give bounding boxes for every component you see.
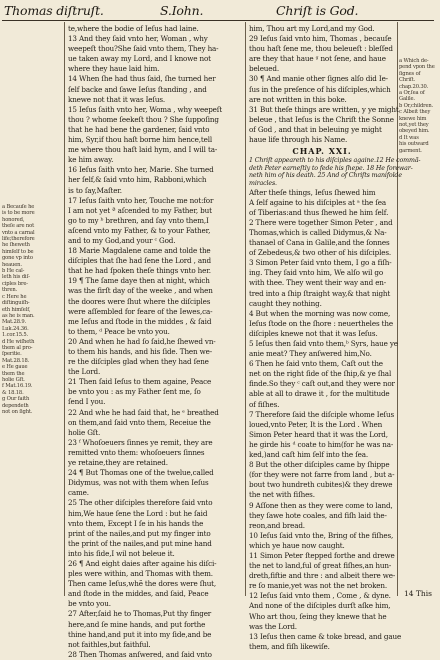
verse-line: 18 Marie Magdalene came and tolde the bbox=[68, 246, 211, 256]
left-margin-rule bbox=[64, 22, 65, 596]
margin-note-line: c Albeit they bbox=[399, 109, 431, 116]
verse-line: ples were within, and Thomas with them. bbox=[68, 569, 213, 579]
verse-line: 8 But the other diſciples came by ſhippe bbox=[249, 460, 390, 470]
margin-note-line: life;therefore bbox=[2, 236, 35, 243]
margin-note-line: & 18.18. bbox=[2, 389, 24, 396]
margin-note-line: them the bbox=[2, 370, 25, 377]
header-left: Thomas diſtruſt. bbox=[4, 3, 104, 18]
verse-line: 25 The other diſciples therefore ſaid vnto bbox=[68, 498, 213, 508]
margin-note-line: heauen. bbox=[2, 261, 22, 268]
verse-line: caught they nothing. bbox=[249, 298, 322, 308]
verse-line: 20 And when he had ſo ſaid,he ſhewed vn- bbox=[68, 336, 216, 346]
verse-line: 30 ¶ And manie other ſignes alſo did Ie- bbox=[249, 74, 388, 84]
margin-note-line: them al pro- bbox=[2, 344, 33, 351]
verse-line: dreth,fiftie and thre : and albeit there we- bbox=[249, 571, 396, 581]
verse-line: was the firſt day of the weeke , and when bbox=[68, 286, 213, 296]
verse-line: him, Thou art my Lord,and my God. bbox=[249, 24, 375, 33]
verse-line: of fiſhes. bbox=[249, 399, 280, 409]
right-column-top-verses bbox=[249, 24, 399, 145]
verse-line: diſciples knewe not that it was Ieſus. bbox=[249, 328, 378, 338]
verse-line: 15 Ieſus ſaith vnto her, Woma , why weepeſt bbox=[68, 104, 223, 114]
verse-line: thanael of Cana in Galile,and the ſonnes bbox=[249, 238, 390, 248]
verse-line: thou haſt ſene me, thou beleueſt : bleſſed bbox=[249, 44, 393, 54]
verse-line: of God , and that in beleuing ye might bbox=[249, 124, 382, 134]
margin-note-line: himſelf to be bbox=[2, 248, 34, 255]
verse-line: print of the nailes,and put my finger into bbox=[68, 528, 211, 538]
verse-line: which ye haue now caught. bbox=[249, 540, 345, 550]
header-right: Chriſt is God. bbox=[276, 3, 359, 18]
margin-note-line: Chriſt. bbox=[399, 77, 416, 84]
verse-line: thou ? whome ſeekeſt thou ? She ſuppoſing bbox=[68, 114, 219, 124]
verse-line: Didymus, was not with them when Ieſus bbox=[68, 478, 209, 488]
verse-line: vnto them, Except I ſe in his hands the bbox=[68, 518, 204, 528]
verse-line: re the diſciples glad when they had ſene bbox=[68, 357, 209, 367]
verse-line: with thee. They went their way and en- bbox=[249, 278, 387, 288]
margin-note-line: a Or,ſea of bbox=[399, 90, 425, 97]
verse-line: is to ſay,Maſter. bbox=[68, 185, 122, 195]
verse-line: ked,)and caſt him ſelf into the ſea. bbox=[249, 450, 368, 460]
margin-note-line: thren. bbox=[2, 287, 18, 294]
verse-line: me where thou haſt laid hym, and I will ta- bbox=[68, 145, 218, 155]
verse-line: were aſſembled for feare of the Iewes,ca- bbox=[68, 306, 213, 316]
margin-note-line: Luk.24.36. bbox=[2, 325, 29, 332]
verse-line: was the Lord. bbox=[249, 621, 297, 631]
verse-line: 26 ¶ And eight daies after againe his diſci- bbox=[68, 558, 217, 568]
verse-line: Then came Ieſus,whẽ the dores were ſhut, bbox=[68, 579, 217, 589]
margin-note-line: d It was bbox=[399, 134, 419, 141]
verse-line: 28 Then Thomas anſwered, and ſaid vnto bbox=[68, 649, 212, 659]
margin-note-line: a Becauſe he bbox=[2, 204, 35, 210]
verse-line: 12 Ieſus ſaid vnto them , Come , & dyne. bbox=[249, 591, 391, 601]
verse-line: came. bbox=[68, 488, 89, 498]
margin-note-line: holie Gſt. bbox=[2, 376, 25, 383]
verse-line: them, and fiſh likewiſe. bbox=[249, 641, 330, 651]
chapter-heading: CHAP. XXI. bbox=[292, 146, 352, 157]
verse-line: 13 And they ſaid vnto her, Woman , why bbox=[68, 34, 208, 44]
verse-line: that he had ſpoken theſe things vnto her. bbox=[68, 266, 211, 276]
verse-line: 13 Ieſus then came & toke bread, and gaue bbox=[249, 631, 402, 641]
margin-note-line: f Mat.16.19. bbox=[2, 383, 33, 390]
verse-line: 16 Ieſus ſaith vnto her, Marie. She turned bbox=[68, 165, 214, 175]
verse-line: beleue , that Ieſus is the Chriſt the Sonne bbox=[249, 114, 394, 124]
verse-line: Thomas,which is called Didymus,& Na- bbox=[249, 227, 387, 237]
verse-line: of Tiberias:and thus ſhewed he him ſelf. bbox=[249, 207, 389, 217]
verse-line: And none of the diſciples durſt aſke him, bbox=[249, 601, 391, 611]
margin-note-line: not,yet they bbox=[399, 122, 429, 129]
verse-line: 4 But when the morning was now come, bbox=[249, 308, 391, 318]
margin-note-line: b He cal- bbox=[2, 268, 25, 275]
verse-line: holie Gſt. bbox=[68, 427, 101, 437]
verse-line: anie meat? They anſwered him,No. bbox=[249, 349, 372, 359]
verse-line: not faithles,but faithful. bbox=[68, 639, 151, 649]
margin-note-line: is to be more bbox=[2, 210, 35, 217]
verse-line: me Ieſus and ſtode in the middes , & ſaid bbox=[68, 316, 212, 326]
verse-line: where they haue laid him. bbox=[68, 64, 160, 74]
verse-line: ing. They ſaid vnto him, We alſo wil go bbox=[249, 268, 384, 278]
verse-line: 11 Simon Peter ſtepped forthe and drewe bbox=[249, 550, 395, 560]
verse-line: 22 And whe he had ſaid that, he ᵉ breathed bbox=[68, 407, 219, 417]
verse-line: him, Syr,if thou haſt borne him hence,tell bbox=[68, 135, 213, 145]
summary-line: deth Peter earneſtly to fede his ſhepe. 18 He forewar- bbox=[249, 164, 413, 172]
verse-line: net on the right ſide of the ſhip,& ye ſhal bbox=[249, 369, 392, 379]
summary-line: neth him of his death. 25 And of Chriſts manifolde bbox=[249, 172, 402, 180]
verse-line: remitted vnto them: whoſoeuers ſinnes bbox=[68, 447, 205, 457]
margin-note-line: c Here he bbox=[2, 293, 27, 300]
verse-line: 19 ¶ The ſame daye then at night, which bbox=[68, 276, 210, 286]
verse-line: diſciples that ſhe had ſene the Lord , and bbox=[68, 256, 211, 266]
margin-note-line: g Our faith bbox=[2, 396, 30, 403]
verse-line: (for they were not farre from land , but a- bbox=[249, 470, 395, 480]
margin-note-line: e He gaue bbox=[2, 364, 28, 371]
margin-note-line: theſe are not bbox=[2, 223, 35, 230]
verse-line: 31 But theſe things are written, y ye might bbox=[249, 104, 399, 114]
verse-line: 24 ¶ But Thomas one of the twelue,called bbox=[68, 468, 214, 478]
verse-line: and to my God,and your ᶜ God. bbox=[68, 235, 176, 245]
margin-note-line: garment. bbox=[399, 147, 422, 154]
verse-line: tred into a ſhip ſtraight way,& that night bbox=[249, 288, 391, 298]
verse-line: re ſo manie,yet was not the net broken. bbox=[249, 581, 387, 591]
verse-line: the Lord. bbox=[68, 367, 101, 377]
catchword: 14 This bbox=[403, 589, 432, 598]
verse-line: on them,and ſaid vnto them, Receiue the bbox=[68, 417, 211, 427]
margin-note-line: eth himſelf, bbox=[2, 306, 31, 313]
summary-line: miracles. bbox=[249, 180, 277, 187]
verse-line: are they that haue ᵍ not ſene, and haue bbox=[249, 54, 386, 64]
verse-line: 27 After,ſaid he to Thomas,Put thy finger bbox=[68, 609, 212, 619]
verse-line: 17 Ieſus ſaith vnto her, Touche me not:for bbox=[68, 195, 214, 205]
verse-line: weepeſt thou?She ſaid vnto them, They ha- bbox=[68, 44, 219, 54]
margin-note-line: dependeth bbox=[2, 402, 29, 409]
margin-note-line: leth his diſ- bbox=[2, 274, 30, 281]
margin-note-line: a Which de- bbox=[399, 58, 429, 64]
margin-note-line: his outward bbox=[399, 141, 429, 148]
verse-line: and ſtode in the middes, and ſaid, Peace bbox=[68, 589, 209, 599]
verse-line: to them his hands, and his ſide. Then we- bbox=[68, 347, 213, 356]
verse-line: finde.So they ᶜ caſt out,and they were nor bbox=[249, 379, 395, 389]
margin-note-line: ciples bre- bbox=[2, 280, 28, 287]
verse-line: to them, ᵈ Peace be vnto you. bbox=[68, 326, 170, 336]
verse-line: him,We haue ſene the Lord : but he ſaid bbox=[68, 508, 208, 518]
margin-note-line: not on ſight. bbox=[2, 409, 33, 415]
verse-line: beleued. bbox=[249, 64, 279, 74]
verse-line: ke him away. bbox=[68, 155, 114, 165]
header-center: S.Iohn. bbox=[160, 3, 204, 18]
margin-note-line: honored, bbox=[2, 216, 25, 223]
verse-line: aſcend vnto my Father, & to your Father, bbox=[68, 225, 211, 235]
verse-line: be vnto you. bbox=[68, 599, 111, 609]
margin-note-line: 1.cor.15.5. bbox=[2, 332, 29, 339]
verse-line: haue life through his Name. bbox=[249, 135, 348, 145]
verse-line: 29 Ieſus ſaid vnto him, Thomas , becauſe bbox=[249, 34, 392, 44]
verse-line: 10 Ieſus ſaid vnto the, Bring of the fiſhes, bbox=[249, 530, 394, 540]
verse-line: loued,vnto Peter, It is the Lord . When bbox=[249, 419, 383, 429]
verse-line: A ſelf againe to his diſciples at ᵃ the ſea bbox=[249, 197, 387, 207]
verse-line: 7 Therefore ſaid the diſciple whome Ieſus bbox=[249, 409, 395, 419]
verse-line: go to my ᵇ brethren, and ſay vnto them,I bbox=[68, 215, 209, 225]
verse-line: be vnto you : as my Father ſent me, ſo bbox=[68, 387, 201, 397]
verse-line: ſus in the preſence of his diſciples,which bbox=[249, 84, 391, 94]
margin-note-line: d He wiſheth bbox=[2, 338, 35, 345]
verse-line: they ſawe hote coales, and fiſh laid the- bbox=[249, 510, 387, 520]
verse-line: Ieſus ſtode on the ſhore : neuertheles the bbox=[249, 318, 393, 328]
verse-line: ue taken away my Lord, and I knowe not bbox=[68, 54, 211, 64]
verse-line: of Zebedeus,& two other of his diſciples. bbox=[249, 248, 392, 258]
margin-note-line: obeyed him. bbox=[399, 128, 430, 135]
running-header bbox=[0, 3, 440, 21]
verse-line: her ſelf,& ſaid vnto him, Rabboni,which bbox=[68, 175, 207, 185]
verse-line: the doores were ſhut where the diſciples bbox=[68, 296, 211, 306]
verse-line: the net to land,ful of great fiſhes,an hun- bbox=[249, 561, 392, 571]
verse-line: 2 There were together Simon Peter , and bbox=[249, 217, 393, 227]
verse-line: bout two hundreth cubites)& they drewe bbox=[249, 480, 393, 490]
verse-line: te,where the bodie of Ieſus had laine. bbox=[68, 24, 199, 33]
verse-line: are not written in this boke. bbox=[249, 94, 347, 104]
center-column-rule bbox=[245, 22, 246, 596]
margin-note-line: chap.20.30. bbox=[399, 83, 429, 90]
verse-line: the net with fiſhes. bbox=[249, 490, 315, 500]
verse-line: 21 Then ſaid Ieſus to them againe, Peace bbox=[68, 377, 212, 387]
verse-line: the print of the nailes,and put mine hand bbox=[68, 538, 212, 548]
verse-line: ſend I you. bbox=[68, 397, 106, 407]
margin-note-line: b Or,children. bbox=[399, 102, 434, 109]
margin-note-line: as he is man. bbox=[2, 312, 35, 319]
verse-line: able at all to drawe it , for the multitude bbox=[249, 389, 390, 399]
margin-note-line: diſtinguiſh- bbox=[2, 300, 30, 307]
left-text-column bbox=[68, 24, 244, 660]
chapter-summary bbox=[249, 157, 421, 187]
verse-line: knewe not that it was Ieſus. bbox=[68, 94, 166, 104]
left-margin-notes bbox=[2, 204, 62, 415]
verse-line: 23 ᶠ Whoſoeuers ſinnes ye remit, they are bbox=[68, 437, 213, 447]
summary-line: 1 Chriſt appeareth to his diſciples againe.12 He commã- bbox=[249, 157, 421, 165]
verse-line: I am not yet ª aſcended to my Father, but bbox=[68, 205, 212, 215]
margin-note-line: Mat.28.9. bbox=[2, 319, 26, 326]
margin-note-line: ſignes of bbox=[399, 70, 421, 77]
verse-line: thine hand,and put it into my ſide,and be bbox=[68, 629, 212, 639]
margin-note-line: Mat.28.18. bbox=[2, 357, 30, 364]
right-margin-notes bbox=[399, 58, 439, 154]
margin-note-line: Galile. bbox=[399, 96, 415, 103]
verse-line: 5 Ieſus then ſaid vnto them,ᵇ Syrs, haue ye bbox=[249, 339, 398, 348]
margin-note-line: gone vp into bbox=[2, 255, 33, 262]
verse-line: 14 When ſhe had thus ſaid, ſhe turned her bbox=[68, 74, 216, 84]
margin-note-line: knewe him bbox=[399, 115, 427, 122]
verse-line: into his ſide,I wil not beleue it. bbox=[68, 548, 175, 558]
verse-line: he girde his ᵈ coate to him(for he was na- bbox=[249, 439, 394, 449]
verse-line: After theſe things, Ieſus ſhewed him bbox=[249, 187, 376, 197]
margin-note-line: vnto a carnal bbox=[2, 229, 35, 236]
margin-note-line: pend vpon the bbox=[399, 64, 435, 71]
right-column-bottom-verses bbox=[249, 187, 402, 652]
margin-note-line: ſperitie. bbox=[2, 351, 22, 358]
header-rule bbox=[2, 20, 434, 21]
verse-line: reon,and bread. bbox=[249, 520, 305, 530]
verse-line: Simon Peter heard that it was the Lord, bbox=[249, 429, 388, 439]
verse-line: ye retaine,they are retained. bbox=[68, 458, 168, 468]
verse-line: 3 Simon Peter ſaid vnto them, I go a fiſh- bbox=[249, 258, 392, 268]
verse-line: ſelf backe and ſawe Ieſus ſtanding , and bbox=[68, 84, 207, 94]
verse-line: 9 Aſſone then as they were come to land, bbox=[249, 500, 393, 510]
verse-line: Who art thou, ſeing they knewe that he bbox=[249, 611, 387, 621]
verse-line: that he had bene the gardener, ſaid vnto bbox=[68, 124, 210, 134]
verse-line: 6 Then he ſaid vnto them, Caſt out the bbox=[249, 359, 383, 369]
margin-note-line: he ſheweth bbox=[2, 242, 30, 249]
verse-line: here,and ſe mine hands, and put forthe bbox=[68, 619, 206, 629]
